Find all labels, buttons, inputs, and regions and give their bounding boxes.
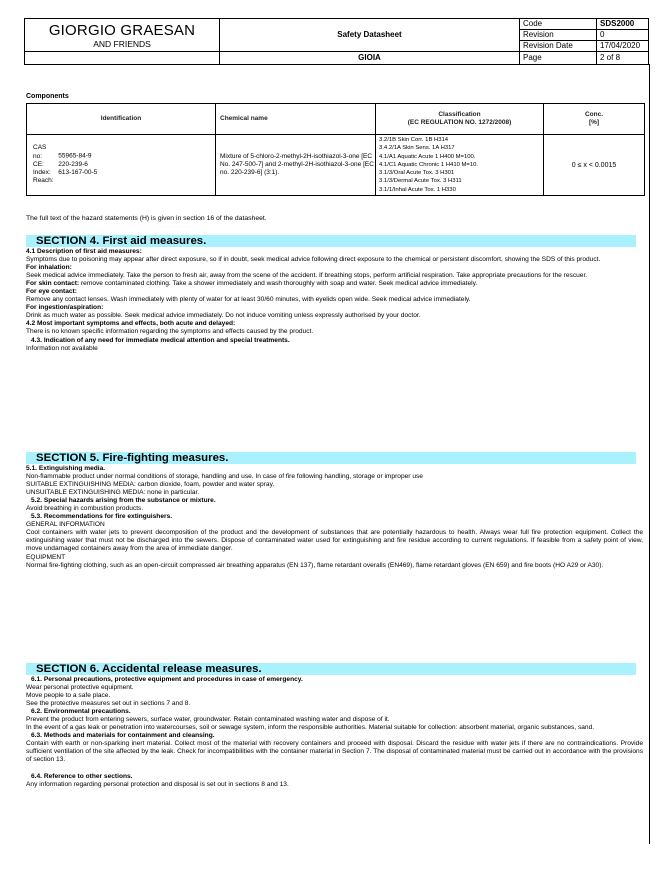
paragraph: Prevent the product from entering sewers, surface water, groundwater. Retain contaminated washing water and dispose of it. <box>26 716 390 724</box>
subsection-heading: For eye contact: <box>26 288 77 296</box>
classification-cell <box>376 135 544 196</box>
document-header <box>24 18 649 64</box>
meta-value-page: 2 of 8 <box>597 52 649 65</box>
id-line-ce <box>33 161 214 169</box>
components-header-classification: Classification (EC REGULATION NO. 1272/2008) <box>376 104 544 135</box>
paragraph: In the event of a gas leak or penetration into watercourses, soil or sewage system, inform the responsible authorities. Material suitable for collection: absorbent material, organic substances, sand. <box>26 724 595 732</box>
paragraph: Any information regarding personal protection and disposal is set out in sections 8 and 13. <box>26 780 289 788</box>
id-value: 55965-84-9 <box>58 152 92 160</box>
subsection-heading: 5.3. Recommendations for fire extinguishers. <box>31 513 173 521</box>
hazard-statements-footnote: The full text of the hazard statements (H) is given in section 16 of the datasheet. <box>26 215 267 222</box>
id-label: CAS no: <box>33 144 47 160</box>
components-header-chemical-name: Chemical name <box>216 104 376 135</box>
company-name-line2: AND FRIENDS <box>93 38 151 49</box>
meta-key-page: Page <box>520 52 597 65</box>
subsection-heading: 6.4. Reference to other sections. <box>31 772 133 780</box>
paragraph <box>26 280 643 288</box>
paragraph: Cool containers with water jets to prevent decomposition of the product and the development of substances that are potentially hazardous to health. Always wear full fire protection equipment. Collect the extinguishing water that must not be discharged into the sewers. Dispose of contaminated water used for extinguishing and fire residue according to current regulations. If feasible from a safety point of view, move undamaged containers away from the area of immediate danger. <box>26 529 643 553</box>
classification-line: 3.2/1B Skin Corr. 1B H314 <box>379 137 449 143</box>
id-value: 220-239-6 <box>58 160 88 168</box>
identification-cell <box>27 135 216 196</box>
id-line-reach <box>33 177 214 185</box>
paragraph: Remove any contact lenses. Wash immediately with plenty of water for at least 30/60 minutes, with eyelids open wide. Seek medical advice immediately. <box>26 296 471 304</box>
paragraph-text: remove contaminated clothing. Take a shower immediately and wash thoroughly with soap and water. Seek medical advice immediately. <box>79 280 478 288</box>
paragraph: SUITABLE EXTINGUISHING MEDIA: carbon dioxide, foam, powder and water spray. <box>26 481 275 489</box>
product-name: GIOIA <box>220 52 520 65</box>
classification-line: 4.1/A1 Aquatic Acute 1 H400 M=100. <box>379 153 476 160</box>
meta-key-revision-date: Revision Date <box>520 41 597 52</box>
components-table <box>26 103 645 196</box>
paragraph: There is no known specific information regarding the symptoms and effects caused by the product. <box>26 328 314 336</box>
id-line-index <box>33 169 214 177</box>
subsection-heading: 4.1 Description of first aid measures: <box>26 248 142 255</box>
table-row <box>27 135 645 196</box>
subsection-heading: 6.2. Environmental precautions. <box>31 708 131 716</box>
subsection-heading: 5.1. Extinguishing media. <box>26 465 106 472</box>
classification-line: 3.1/3/Dermal Acute Tox. 3 H311 <box>379 178 462 185</box>
subsection-heading: For inhalation: <box>26 264 72 272</box>
id-label: CE: <box>33 160 44 168</box>
subsection-heading: 4.3. Indication of any need for immediate medical attention and special treatments. <box>31 336 290 344</box>
company-blank-cell <box>25 52 220 65</box>
meta-key-code: Code <box>520 19 597 30</box>
paragraph: EQUIPMENT <box>26 553 66 561</box>
meta-value-revision-date: 17/04/2020 <box>597 41 649 52</box>
section-4-body <box>26 248 643 353</box>
chemical-name-cell: Mixture of 5-chloro-2-methyl-2H-isothiazol-3-one [EC No. 247-500-7] and 2-methyl-2H-isothiazol-3-one [EC no. 220-239-6] (3:1). <box>216 135 376 196</box>
section-6-body <box>26 676 643 789</box>
classification-line: 3.4.2/1A Skin Sens. 1A H317 <box>379 145 455 152</box>
section-6-title: SECTION 6. Accidental release measures. <box>36 663 262 675</box>
paragraph <box>26 765 643 773</box>
paragraph: Move people to a safe place. <box>26 692 111 700</box>
subsection-heading: 5.2. Special hazards arising from the substance or mixture. <box>31 497 216 505</box>
paragraph: UNSUITABLE EXTINGUISHING MEDIA: none in particular. <box>26 489 200 497</box>
paragraph: Symptoms due to poisoning may appear after direct exposure, so if in doubt, seek medical advice following direct exposure to the chemical or persistent discomfort, showing the SDS of this product. <box>26 256 601 264</box>
subsection-heading: For ingestion/aspiration: <box>26 304 104 312</box>
id-label: Index: <box>33 169 51 177</box>
section-4-title: SECTION 4. First aid measures. <box>36 235 207 247</box>
classification-line: 3.1/3/Oral Acute Tox. 3 H301 <box>379 170 455 177</box>
classification-line: 3.1/1/Inhal Acute Tox. 1 H330 <box>379 186 456 193</box>
paragraph: Non-flammable product under normal conditions of storage, handling and use. In case of fire following handling, storage or improper use <box>26 473 423 481</box>
paragraph: Normal fire-fighting clothing, such as an open-circuit compressed air breathing apparatus (EN 137), flame retardant overalls (EN469), flame retardant gloves (EN 659) and fire boots (HO A29 or A30). <box>26 561 604 569</box>
meta-key-revision: Revision <box>520 30 597 41</box>
components-header-identification: Identification <box>27 104 216 135</box>
paragraph: Wear personal protective equipment. <box>26 684 134 692</box>
paragraph: Information not available <box>26 344 98 352</box>
meta-value-code: SDS2000 <box>597 19 649 30</box>
section-5-title: SECTION 5. Fire-fighting measures. <box>36 452 229 464</box>
subsection-heading: 4.2 Most important symptoms and effects, both acute and delayed: <box>26 320 236 328</box>
paragraph: Drink as much water as possible. Seek medical advice immediately. Do not induce vomiting unless expressly authorised by your doctor. <box>26 312 421 320</box>
paragraph: Seek medical advice immediately. Take the person to fresh air, away from the scene of the accident. If breathing stops, perform artificial respiration. Take appropriate precautions for the rescuer. <box>26 272 588 280</box>
paragraph: See the protective measures set out in sections 7 and 8. <box>26 700 191 708</box>
components-title: Components <box>26 93 69 100</box>
components-header-conc: Conc. [%] <box>544 104 645 135</box>
paragraph: Contain with earth or non-sparking inert material. Collect most of the material with recovery containers and proceed with disposal. Discard the residue with water jets if there are no contraindications. Provide sufficient ventilation of the site affected by the leak. Check for incompatibilities with the container material in Section 7. The disposal of contaminated material must be carried out in accordance with the provisions of section 13. <box>26 740 643 764</box>
company-name-line1: GIORGIO GRAESAN <box>48 21 196 39</box>
company-name <box>25 19 220 52</box>
classification-line: 4.1/C1 Aquatic Chronic 1 H410 M=10. <box>379 161 479 168</box>
section-5-body <box>26 465 643 570</box>
concentration-cell: 0 ≤ x < 0.0015 <box>544 135 645 196</box>
meta-value-revision: 0 <box>597 30 649 41</box>
id-value: 613-167-00-5 <box>58 169 98 177</box>
document-title: Safety Datasheet <box>220 19 520 52</box>
paragraph: Avoid breathing in combustion products. <box>26 505 144 513</box>
id-label: Reach: <box>33 177 54 185</box>
id-line-cas <box>33 144 214 161</box>
page-right-border <box>649 64 650 844</box>
subsection-heading: 6.3. Methods and materials for containment and cleansing. <box>31 732 215 740</box>
paragraph: GENERAL INFORMATION <box>26 521 105 529</box>
subsection-heading: 6.1. Personal precautions, protective equipment and procedures in case of emergency. <box>31 676 303 683</box>
paragraph-lead: For skin contact: <box>26 280 80 288</box>
